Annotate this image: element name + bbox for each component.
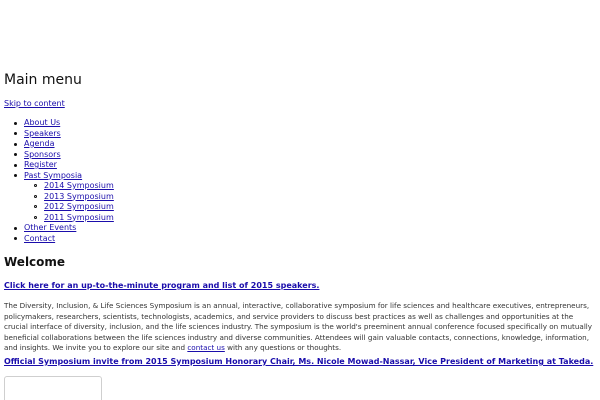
- nav-item-agenda[interactable]: Agenda: [24, 139, 114, 150]
- image-placeholder: [4, 376, 102, 400]
- intro-paragraph: [4, 301, 598, 354]
- subnav-item-2012-symposium[interactable]: 2012 Symposium: [44, 202, 114, 211]
- honorary-chair-invite-link[interactable]: Official Symposium invite from 2015 Symposium Honorary Chair, Ms. Nicole Mowad-Nassar, Vice President of Marketing at Takeda.: [4, 357, 594, 366]
- nav-item-sponsors[interactable]: Sponsors: [24, 150, 114, 161]
- subnav-item-2014-symposium[interactable]: 2014 Symposium: [44, 181, 114, 190]
- intro-paragraph-end: with any questions or thoughts.: [224, 343, 342, 352]
- main-menu-heading: Main menu: [4, 72, 82, 88]
- skip-to-content-link[interactable]: Skip to content: [4, 99, 65, 108]
- program-link[interactable]: Click here for an up-to-the-minute program and list of 2015 speakers.: [4, 281, 320, 290]
- intro-paragraph-text: The Diversity, Inclusion, & Life Sciences Symposium is an annual, interactive, collaborative symposium for life sciences and healthcare executives, entrepreneurs, policymakers, researchers, scientists, technologists, academics, and service providers to discuss best practices as well as challenges and opportunities at the crucial interface of diversity, inclusion, and the life sciences industry. The symposium is the world's preeminent annual conference focused specifically on mutually beneficial collaborations between the life sciences industry and diverse communities. Attendees will gain valuable contacts, connections, knowledge, information, and insights. We invite you to explore our site and: [4, 301, 593, 352]
- contact-us-link[interactable]: contact us: [187, 343, 225, 352]
- nav-item-speakers[interactable]: Speakers: [24, 129, 114, 140]
- welcome-heading: Welcome: [4, 255, 66, 269]
- nav-item-past-symposia[interactable]: [24, 171, 114, 224]
- main-navigation: [24, 118, 114, 244]
- nav-item-other-events[interactable]: Other Events: [24, 223, 114, 234]
- nav-item-register[interactable]: Register: [24, 160, 114, 171]
- past-symposia-submenu: [24, 181, 114, 223]
- subnav-item-2013-symposium[interactable]: 2013 Symposium: [44, 191, 114, 201]
- nav-item-contact[interactable]: Contact: [24, 234, 114, 245]
- nav-item-about-us[interactable]: About Us: [24, 118, 114, 129]
- nav-item-past-symposia-label[interactable]: Past Symposia: [24, 170, 83, 180]
- subnav-item-2011-symposium[interactable]: 2011 Symposium: [44, 212, 114, 222]
